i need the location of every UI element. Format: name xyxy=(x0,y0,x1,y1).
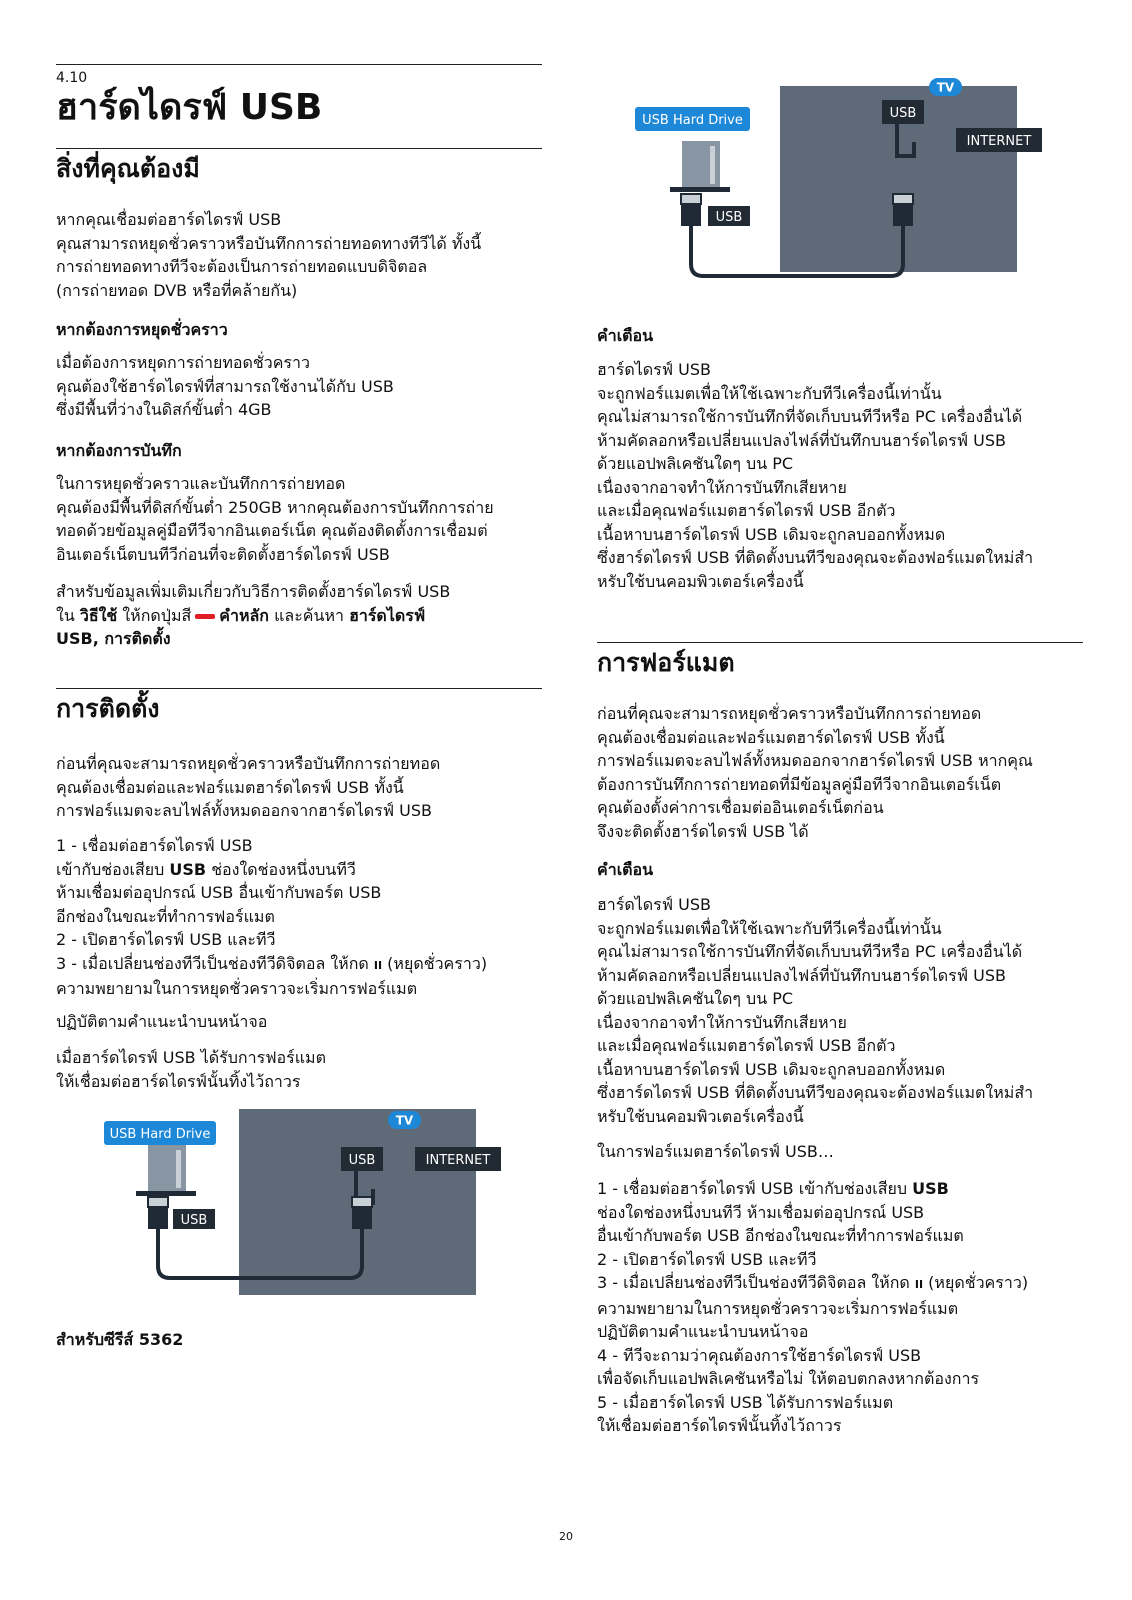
formatted-line: ให้เชื่อมต่อฮาร์ดไดรฟ์นั้นทิ้งไว้ถาวร xyxy=(56,1071,301,1091)
warning-line: หรับใช้บนคอมพิวเตอร์เครื่องนี้ xyxy=(597,571,804,591)
intro-line: หากคุณเชื่อมต่อฮาร์ดไดรฟ์ USB xyxy=(56,210,282,229)
warning-line: หรับใช้บนคอมพิวเตอร์เครื่องนี้ xyxy=(597,1106,804,1126)
title-rule xyxy=(56,64,542,65)
warning1-heading: คำเตือน xyxy=(597,326,654,345)
install-heading: การติดตั้ง xyxy=(56,694,160,723)
warning-line: ห้ามคัดลอกหรือเปลี่ยนแปลงไฟล์ที่บันทึกบนฮาร์ดไดรฟ์ USB xyxy=(597,430,1007,450)
page-title: ฮาร์ดไดรฟ์ USB xyxy=(56,87,323,128)
step-text: 3 - เมื่อเปลี่ยนช่องทีวีเป็นช่องทีวีดิจิตอล ให้กด xyxy=(597,1273,910,1292)
install-intro-line: การฟอร์แมตจะลบไฟล์ทั้งหมดออกจากฮาร์ดไดรฟ์ USB xyxy=(56,801,432,820)
pause-icon: II xyxy=(914,1278,924,1291)
record-line: อินเตอร์เน็ตบนทีวีก่อนที่จะติดตั้งฮาร์ดไดรฟ์ USB xyxy=(56,544,390,564)
connection-diagram-bottom xyxy=(56,1106,526,1316)
step-line: 1 - เชื่อมต่อฮาร์ดไดรฟ์ USB xyxy=(56,836,253,855)
step-line: ปฏิบัติตามคำแนะนำบนหน้าจอ xyxy=(597,1322,809,1341)
format-intro-line: ต้องการบันทึกการถ่ายทอดที่มีข้อมูลคู่มือทีวีจากอินเตอร์เน็ต xyxy=(597,774,1002,794)
warning-line: จะถูกฟอร์แมตเพื่อให้ใช้เฉพาะกับทีวีเครื่องนี้เท่านั้น xyxy=(597,918,942,938)
intro-line: การถ่ายทอดทางทีวีจะต้องเป็นการถ่ายทอดแบบดิจิตอล xyxy=(56,257,428,276)
warning2-heading: คำเตือน xyxy=(597,860,654,879)
usb-plug-tip-right xyxy=(352,1197,372,1207)
usb-plug-label: USB xyxy=(715,210,743,225)
record-line: ในการหยุดชั่วคราวและบันทึกการถ่ายทอด xyxy=(56,474,346,493)
step-line: ห้ามเชื่อมต่ออุปกรณ์ USB อื่นเข้ากับพอร์ต USB xyxy=(56,883,382,902)
record-line: ทอดด้วยข้อมูลคู่มือทีวีจากอินเตอร์เน็ต คุณต้องติดตั้งการเชื่อมต่ xyxy=(56,521,488,540)
follow-instructions: ปฏิบัติตามคำแนะนำบนหน้าจอ xyxy=(56,1012,268,1031)
intro-paragraph xyxy=(56,208,542,302)
record-paragraph xyxy=(56,472,542,566)
usb-plug-tip-left xyxy=(148,1197,168,1207)
red-key-icon xyxy=(195,614,215,619)
step-line xyxy=(597,1271,1083,1297)
section-number: 4.10 xyxy=(56,70,88,86)
step-line: ความพยายามในการหยุดชั่วคราวจะเริ่มการฟอร์แมต xyxy=(56,979,418,998)
warning-line: และเมื่อคุณฟอร์แมตฮาร์ดไดรฟ์ USB อีกตัว xyxy=(597,501,896,520)
step-bold: USB xyxy=(912,1179,949,1198)
usb-plug-left xyxy=(681,204,701,226)
format-intro xyxy=(597,702,1083,843)
connection-diagram-top xyxy=(597,76,1067,286)
warning-line: เนื้อหาบนฮาร์ดไดรฟ์ USB เดิมจะถูกลบออกทั้งหมด xyxy=(597,1059,946,1079)
step-line: อื่นเข้ากับพอร์ต USB อีกช่องในขณะที่ทำการฟอร์แมต xyxy=(597,1226,964,1245)
step-text: เข้ากับช่องเสียบ xyxy=(56,859,165,879)
step-line: เพื่อจัดเก็บแอปพลิเคชันหรือไม่ ให้ตอบตกลงหากต้องการ xyxy=(597,1369,980,1388)
formatted-paragraph xyxy=(56,1046,542,1093)
format-rule xyxy=(597,642,1083,643)
warning-line: ซึ่งฮาร์ดไดรฟ์ USB ที่ติดตั้งบนทีวีของคุณจะต้องฟอร์แมตใหม่สำ xyxy=(597,1083,1034,1102)
install-intro xyxy=(56,752,542,823)
record-heading: หากต้องการบันทึก xyxy=(56,441,182,460)
step-line: 2 - เปิดฮาร์ดไดรฟ์ USB และทีวี xyxy=(56,930,276,949)
step-line: อีกช่องในขณะที่ทำการฟอร์แมต xyxy=(56,906,275,926)
step-line xyxy=(56,952,542,978)
warning-line: จะถูกฟอร์แมตเพื่อให้ใช้เฉพาะกับทีวีเครื่องนี้เท่านั้น xyxy=(597,383,942,403)
format-intro-line: การฟอร์แมตจะลบไฟล์ทั้งหมดออกจากฮาร์ดไดรฟ์ USB หากคุณ xyxy=(597,751,1033,770)
step-text: ช่องใดช่องหนึ่งบนทีวี xyxy=(211,859,356,879)
pause-line: ซึ่งมีพื้นที่ว่างในดิสก์ขั้นต่ำ 4GB xyxy=(56,400,272,419)
need-heading: สิ่งที่คุณต้องมี xyxy=(56,154,200,183)
hard-drive-stripe xyxy=(176,1150,181,1188)
page-number: 20 xyxy=(559,1530,573,1543)
step-text: 3 - เมื่อเปลี่ยนช่องทีวีเป็นช่องทีวีดิจิตอล ให้กด xyxy=(56,953,369,973)
step-line: ช่องใดช่องหนึ่งบนทีวี ห้ามเชื่อมต่ออุปกรณ์ USB xyxy=(597,1202,925,1222)
text-in: ใน xyxy=(56,605,75,625)
step-text: (หยุดชั่วคราว) xyxy=(387,953,488,973)
format-steps xyxy=(597,1177,1083,1438)
drive-base xyxy=(136,1191,196,1196)
pause-line: เมื่อต้องการหยุดการถ่ายทอดชั่วคราว xyxy=(56,353,310,372)
format-intro-line: จึงจะติดตั้งฮาร์ดไดรฟ์ USB ได้ xyxy=(597,821,809,841)
step-line: 4 - ทีวีจะถามว่าคุณต้องการใช้ฮาร์ดไดรฟ์ USB xyxy=(597,1345,922,1365)
step-text: (หยุดชั่วคราว) xyxy=(928,1273,1029,1292)
pause-line: คุณต้องใช้ฮาร์ดไดรฟ์ที่สามารถใช้งานได้กับ USB xyxy=(56,376,394,396)
drive-label: USB Hard Drive xyxy=(109,1127,211,1142)
search-term: ฮาร์ดไดรฟ์ xyxy=(349,605,426,625)
step-line: 5 - เมื่อฮาร์ดไดรฟ์ USB ได้รับการฟอร์แมต xyxy=(597,1392,894,1412)
more-info-line: สำหรับข้อมูลเพิ่มเติมเกี่ยวกับวิธีการติดตั้งฮาร์ดไดรฟ์ USB xyxy=(56,582,451,601)
drive-base xyxy=(670,187,730,192)
install-intro-line: ก่อนที่คุณจะสามารถหยุดชั่วคราวหรือบันทึกการถ่ายทอด xyxy=(56,754,441,773)
step-line xyxy=(56,858,542,882)
warning-line: ห้ามคัดลอกหรือเปลี่ยนแปลงไฟล์ที่บันทึกบนฮาร์ดไดรฟ์ USB xyxy=(597,965,1007,985)
formatted-line: เมื่อฮาร์ดไดรฟ์ USB ได้รับการฟอร์แมต xyxy=(56,1048,326,1067)
internet-label: INTERNET xyxy=(966,134,1032,149)
usb-plug-right xyxy=(352,1207,372,1229)
warning-line: เนื้อหาบนฮาร์ดไดรฟ์ USB เดิมจะถูกลบออกทั้งหมด xyxy=(597,524,946,544)
usb-plug-tip-left xyxy=(681,194,701,204)
more-info-line xyxy=(56,604,542,628)
warning-line: คุณไม่สามารถใช้การบันทึกที่จัดเก็บบนทีวีหรือ PC เครื่องอื่นได้ xyxy=(597,407,1023,426)
search-term: USB, การติดตั้ง xyxy=(56,629,171,648)
install-rule xyxy=(56,688,542,689)
more-info-line xyxy=(56,627,542,651)
step-line: ให้เชื่อมต่อฮาร์ดไดรฟ์นั้นทิ้งไว้ถาวร xyxy=(597,1416,842,1435)
more-info-paragraph xyxy=(56,580,542,651)
warning-line: และเมื่อคุณฟอร์แมตฮาร์ดไดรฟ์ USB อีกตัว xyxy=(597,1036,896,1055)
series-label: สำหรับซีรีส์ 5362 xyxy=(56,1330,184,1349)
warning-line: ด้วยแอปพลิเคชันใดๆ บน PC xyxy=(597,454,794,473)
usb-plug-left xyxy=(148,1207,168,1229)
usb-port-label: USB xyxy=(348,1153,376,1168)
usb-port-label: USB xyxy=(889,106,917,121)
pause-icon: II xyxy=(373,958,383,972)
keywords-label: คำหลัก xyxy=(219,605,269,625)
tv-label: TV xyxy=(395,1113,414,1128)
install-steps xyxy=(56,834,542,1001)
need-rule xyxy=(56,148,542,149)
warning-line: ฮาร์ดไดรฟ์ USB xyxy=(597,360,712,379)
record-line: คุณต้องมีพื้นที่ดิสก์ขั้นต่ำ 250GB หากคุณต้องการบันทึกการถ่าย xyxy=(56,497,494,517)
hard-drive-stripe xyxy=(710,146,715,184)
format-intro-line: คุณต้องตั้งค่าการเชื่อมต่ออินเตอร์เน็ตก่อน xyxy=(597,798,884,817)
usb-plug-right xyxy=(893,204,913,226)
usb-plug-tip-right xyxy=(893,194,913,204)
pause-heading: หากต้องการหยุดชั่วคราว xyxy=(56,320,228,339)
format-intro-line: คุณต้องเชื่อมต่อและฟอร์แมตฮาร์ดไดรฟ์ USB ทั้งนี้ xyxy=(597,727,945,747)
format-intro-line: ก่อนที่คุณจะสามารถหยุดชั่วคราวหรือบันทึกการถ่ายทอด xyxy=(597,704,982,723)
warning-line: ฮาร์ดไดรฟ์ USB xyxy=(597,895,712,914)
warning-line: คุณไม่สามารถใช้การบันทึกที่จัดเก็บบนทีวีหรือ PC เครื่องอื่นได้ xyxy=(597,942,1023,961)
to-format-text: ในการฟอร์แมตฮาร์ดไดรฟ์ USB… xyxy=(597,1142,834,1161)
usb-plug-label: USB xyxy=(180,1213,208,1228)
warning-line: เนื่องจากอาจทำให้การบันทึกเสียหาย xyxy=(597,1012,847,1032)
intro-line: (การถ่ายทอด DVB หรือที่คล้ายกัน) xyxy=(56,280,298,300)
step-line: ความพยายามในการหยุดชั่วคราวจะเริ่มการฟอร์แมต xyxy=(597,1298,959,1318)
warning-line: ด้วยแอปพลิเคชันใดๆ บน PC xyxy=(597,989,794,1008)
help-link[interactable]: วิธีใช้ xyxy=(79,605,118,625)
intro-line: คุณสามารถหยุดชั่วคราวหรือบันทึกการถ่ายทอดทางทีวีได้ ทั้งนี้ xyxy=(56,233,482,253)
warning-line: เนื่องจากอาจทำให้การบันทึกเสียหาย xyxy=(597,477,847,497)
warning2-paragraph xyxy=(597,893,1083,1128)
step-bold: USB xyxy=(169,859,207,879)
warning1-paragraph xyxy=(597,358,1083,593)
pause-paragraph xyxy=(56,351,542,422)
drive-label: USB Hard Drive xyxy=(642,113,743,128)
step-line xyxy=(597,1177,1083,1201)
step-text: 1 - เชื่อมต่อฮาร์ดไดรฟ์ USB เข้ากับช่องเสียบ xyxy=(597,1179,907,1198)
step-line: 2 - เปิดฮาร์ดไดรฟ์ USB และทีวี xyxy=(597,1249,817,1269)
internet-label: INTERNET xyxy=(425,1153,491,1168)
tv-label: TV xyxy=(936,80,955,95)
format-heading: การฟอร์แมต xyxy=(597,648,735,677)
text-press: ให้กดปุ่มสี xyxy=(122,605,192,625)
warning-line: ซึ่งฮาร์ดไดรฟ์ USB ที่ติดตั้งบนทีวีของคุณจะต้องฟอร์แมตใหม่สำ xyxy=(597,548,1034,567)
text-and-search: และค้นหา xyxy=(274,605,344,625)
install-intro-line: คุณต้องเชื่อมต่อและฟอร์แมตฮาร์ดไดรฟ์ USB ทั้งนี้ xyxy=(56,777,404,797)
